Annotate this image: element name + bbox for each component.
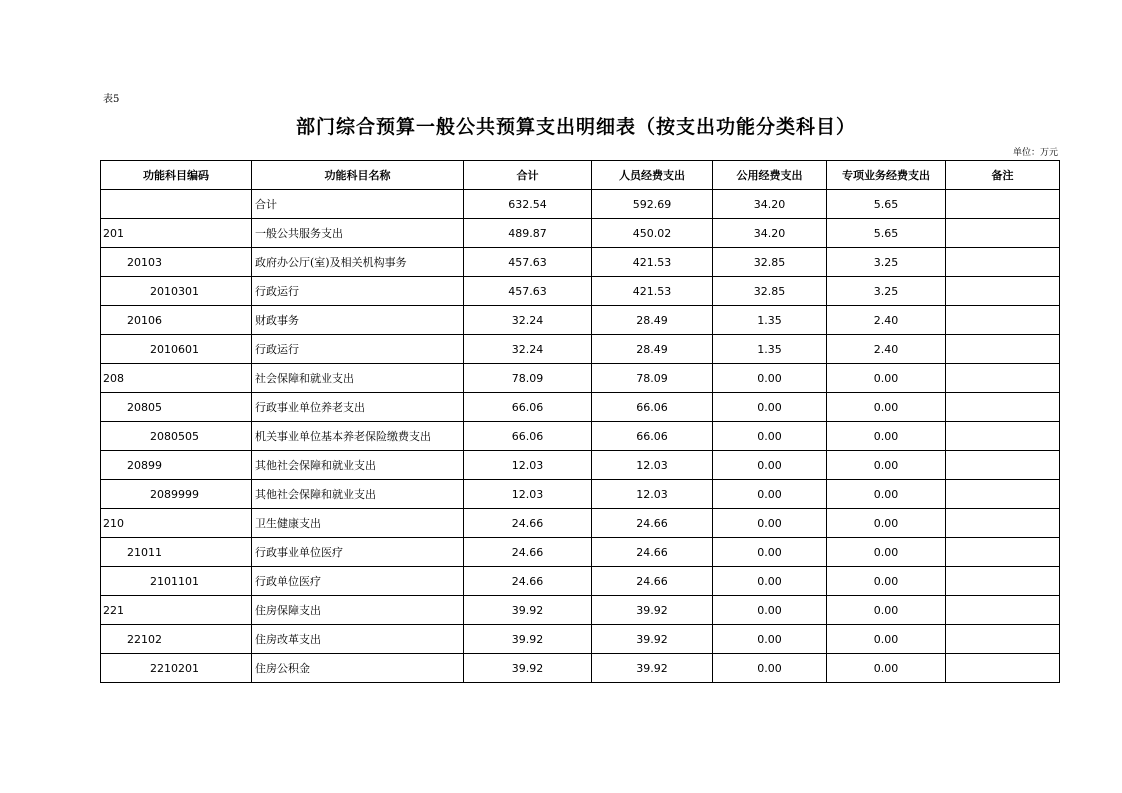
expenditure-table [100, 160, 1060, 683]
column-header-total: 合计 [464, 161, 592, 190]
cell-name: 机关事业单位基本养老保险缴费支出 [252, 422, 464, 451]
cell-name: 社会保障和就业支出 [252, 364, 464, 393]
cell-name: 一般公共服务支出 [252, 219, 464, 248]
cell-total: 457.63 [464, 277, 592, 306]
cell-code: 2210201 [101, 654, 252, 683]
cell-special: 0.00 [827, 625, 946, 654]
cell-note [946, 277, 1060, 306]
column-header-public: 公用经费支出 [713, 161, 827, 190]
cell-personnel: 421.53 [592, 277, 713, 306]
cell-public: 0.00 [713, 654, 827, 683]
cell-total: 12.03 [464, 480, 592, 509]
cell-code: 22102 [101, 625, 252, 654]
cell-special: 2.40 [827, 306, 946, 335]
cell-code: 20106 [101, 306, 252, 335]
cell-total: 39.92 [464, 654, 592, 683]
cell-note [946, 596, 1060, 625]
cell-code: 2089999 [101, 480, 252, 509]
cell-public: 0.00 [713, 596, 827, 625]
table-row [101, 538, 1060, 567]
cell-public: 0.00 [713, 567, 827, 596]
cell-note [946, 335, 1060, 364]
cell-special: 0.00 [827, 451, 946, 480]
cell-personnel: 12.03 [592, 480, 713, 509]
cell-personnel: 66.06 [592, 422, 713, 451]
cell-total: 457.63 [464, 248, 592, 277]
cell-special: 0.00 [827, 596, 946, 625]
cell-name: 行政事业单位养老支出 [252, 393, 464, 422]
page-title: 部门综合预算一般公共预算支出明细表（按支出功能分类科目） [295, 116, 856, 138]
table-row [101, 480, 1060, 509]
cell-personnel: 24.66 [592, 509, 713, 538]
cell-special: 0.00 [827, 422, 946, 451]
cell-special: 0.00 [827, 393, 946, 422]
cell-note [946, 654, 1060, 683]
cell-special: 0.00 [827, 567, 946, 596]
cell-personnel: 39.92 [592, 654, 713, 683]
cell-special: 5.65 [827, 190, 946, 219]
cell-note [946, 509, 1060, 538]
table-row [101, 596, 1060, 625]
cell-name: 卫生健康支出 [252, 509, 464, 538]
table-number-label: 表5 [103, 94, 120, 105]
column-header-special: 专项业务经费支出 [827, 161, 946, 190]
cell-special: 0.00 [827, 538, 946, 567]
table-row [101, 393, 1060, 422]
cell-total: 489.87 [464, 219, 592, 248]
cell-name: 住房改革支出 [252, 625, 464, 654]
cell-name: 住房保障支出 [252, 596, 464, 625]
column-header-name: 功能科目名称 [252, 161, 464, 190]
cell-note [946, 422, 1060, 451]
cell-note [946, 451, 1060, 480]
cell-total: 24.66 [464, 509, 592, 538]
cell-personnel: 78.09 [592, 364, 713, 393]
table-body [101, 190, 1060, 683]
cell-total: 39.92 [464, 596, 592, 625]
cell-special: 3.25 [827, 277, 946, 306]
cell-special: 3.25 [827, 248, 946, 277]
cell-total: 24.66 [464, 538, 592, 567]
cell-total: 66.06 [464, 422, 592, 451]
cell-public: 0.00 [713, 509, 827, 538]
cell-note [946, 567, 1060, 596]
cell-personnel: 24.66 [592, 567, 713, 596]
cell-personnel: 450.02 [592, 219, 713, 248]
cell-code [101, 190, 252, 219]
cell-code: 2080505 [101, 422, 252, 451]
cell-public: 0.00 [713, 480, 827, 509]
cell-public: 34.20 [713, 190, 827, 219]
cell-total: 24.66 [464, 567, 592, 596]
cell-personnel: 39.92 [592, 625, 713, 654]
cell-note [946, 538, 1060, 567]
column-header-code: 功能科目编码 [101, 161, 252, 190]
cell-note [946, 480, 1060, 509]
cell-note [946, 625, 1060, 654]
table-header-row [101, 161, 1060, 190]
cell-name: 其他社会保障和就业支出 [252, 451, 464, 480]
cell-public: 0.00 [713, 364, 827, 393]
cell-code: 20899 [101, 451, 252, 480]
cell-code: 21011 [101, 538, 252, 567]
cell-total: 66.06 [464, 393, 592, 422]
cell-name: 行政运行 [252, 277, 464, 306]
cell-personnel: 66.06 [592, 393, 713, 422]
cell-note [946, 190, 1060, 219]
cell-name: 其他社会保障和就业支出 [252, 480, 464, 509]
cell-total: 12.03 [464, 451, 592, 480]
cell-personnel: 24.66 [592, 538, 713, 567]
cell-special: 2.40 [827, 335, 946, 364]
cell-public: 1.35 [713, 306, 827, 335]
cell-name: 合计 [252, 190, 464, 219]
cell-name: 财政事务 [252, 306, 464, 335]
cell-public: 0.00 [713, 422, 827, 451]
cell-code: 208 [101, 364, 252, 393]
cell-name: 行政单位医疗 [252, 567, 464, 596]
cell-name: 政府办公厅(室)及相关机构事务 [252, 248, 464, 277]
cell-personnel: 39.92 [592, 596, 713, 625]
cell-code: 201 [101, 219, 252, 248]
cell-code: 221 [101, 596, 252, 625]
table-row [101, 306, 1060, 335]
cell-note [946, 248, 1060, 277]
cell-public: 32.85 [713, 277, 827, 306]
cell-public: 0.00 [713, 451, 827, 480]
table-row [101, 277, 1060, 306]
cell-public: 1.35 [713, 335, 827, 364]
cell-special: 0.00 [827, 480, 946, 509]
cell-code: 20103 [101, 248, 252, 277]
column-header-personnel: 人员经费支出 [592, 161, 713, 190]
unit-label: 单位：万元 [1012, 148, 1058, 158]
table-row [101, 654, 1060, 683]
cell-special: 0.00 [827, 364, 946, 393]
cell-special: 0.00 [827, 509, 946, 538]
cell-code: 20805 [101, 393, 252, 422]
cell-note [946, 219, 1060, 248]
cell-special: 5.65 [827, 219, 946, 248]
cell-personnel: 28.49 [592, 335, 713, 364]
cell-total: 39.92 [464, 625, 592, 654]
cell-note [946, 393, 1060, 422]
cell-total: 632.54 [464, 190, 592, 219]
cell-public: 34.20 [713, 219, 827, 248]
cell-code: 2010601 [101, 335, 252, 364]
column-header-note: 备注 [946, 161, 1060, 190]
cell-special: 0.00 [827, 654, 946, 683]
cell-name: 住房公积金 [252, 654, 464, 683]
cell-public: 0.00 [713, 538, 827, 567]
cell-personnel: 28.49 [592, 306, 713, 335]
cell-name: 行政运行 [252, 335, 464, 364]
cell-personnel: 12.03 [592, 451, 713, 480]
cell-total: 32.24 [464, 335, 592, 364]
table-row [101, 248, 1060, 277]
table-row [101, 190, 1060, 219]
table-row [101, 509, 1060, 538]
cell-code: 210 [101, 509, 252, 538]
cell-personnel: 592.69 [592, 190, 713, 219]
cell-code: 2101101 [101, 567, 252, 596]
table-row [101, 451, 1060, 480]
table-row [101, 335, 1060, 364]
cell-total: 32.24 [464, 306, 592, 335]
table-row [101, 219, 1060, 248]
table-row [101, 364, 1060, 393]
cell-total: 78.09 [464, 364, 592, 393]
cell-note [946, 306, 1060, 335]
table-row [101, 625, 1060, 654]
table-row [101, 567, 1060, 596]
cell-code: 2010301 [101, 277, 252, 306]
cell-name: 行政事业单位医疗 [252, 538, 464, 567]
cell-personnel: 421.53 [592, 248, 713, 277]
cell-public: 0.00 [713, 625, 827, 654]
table-row [101, 422, 1060, 451]
cell-public: 0.00 [713, 393, 827, 422]
cell-note [946, 364, 1060, 393]
cell-public: 32.85 [713, 248, 827, 277]
